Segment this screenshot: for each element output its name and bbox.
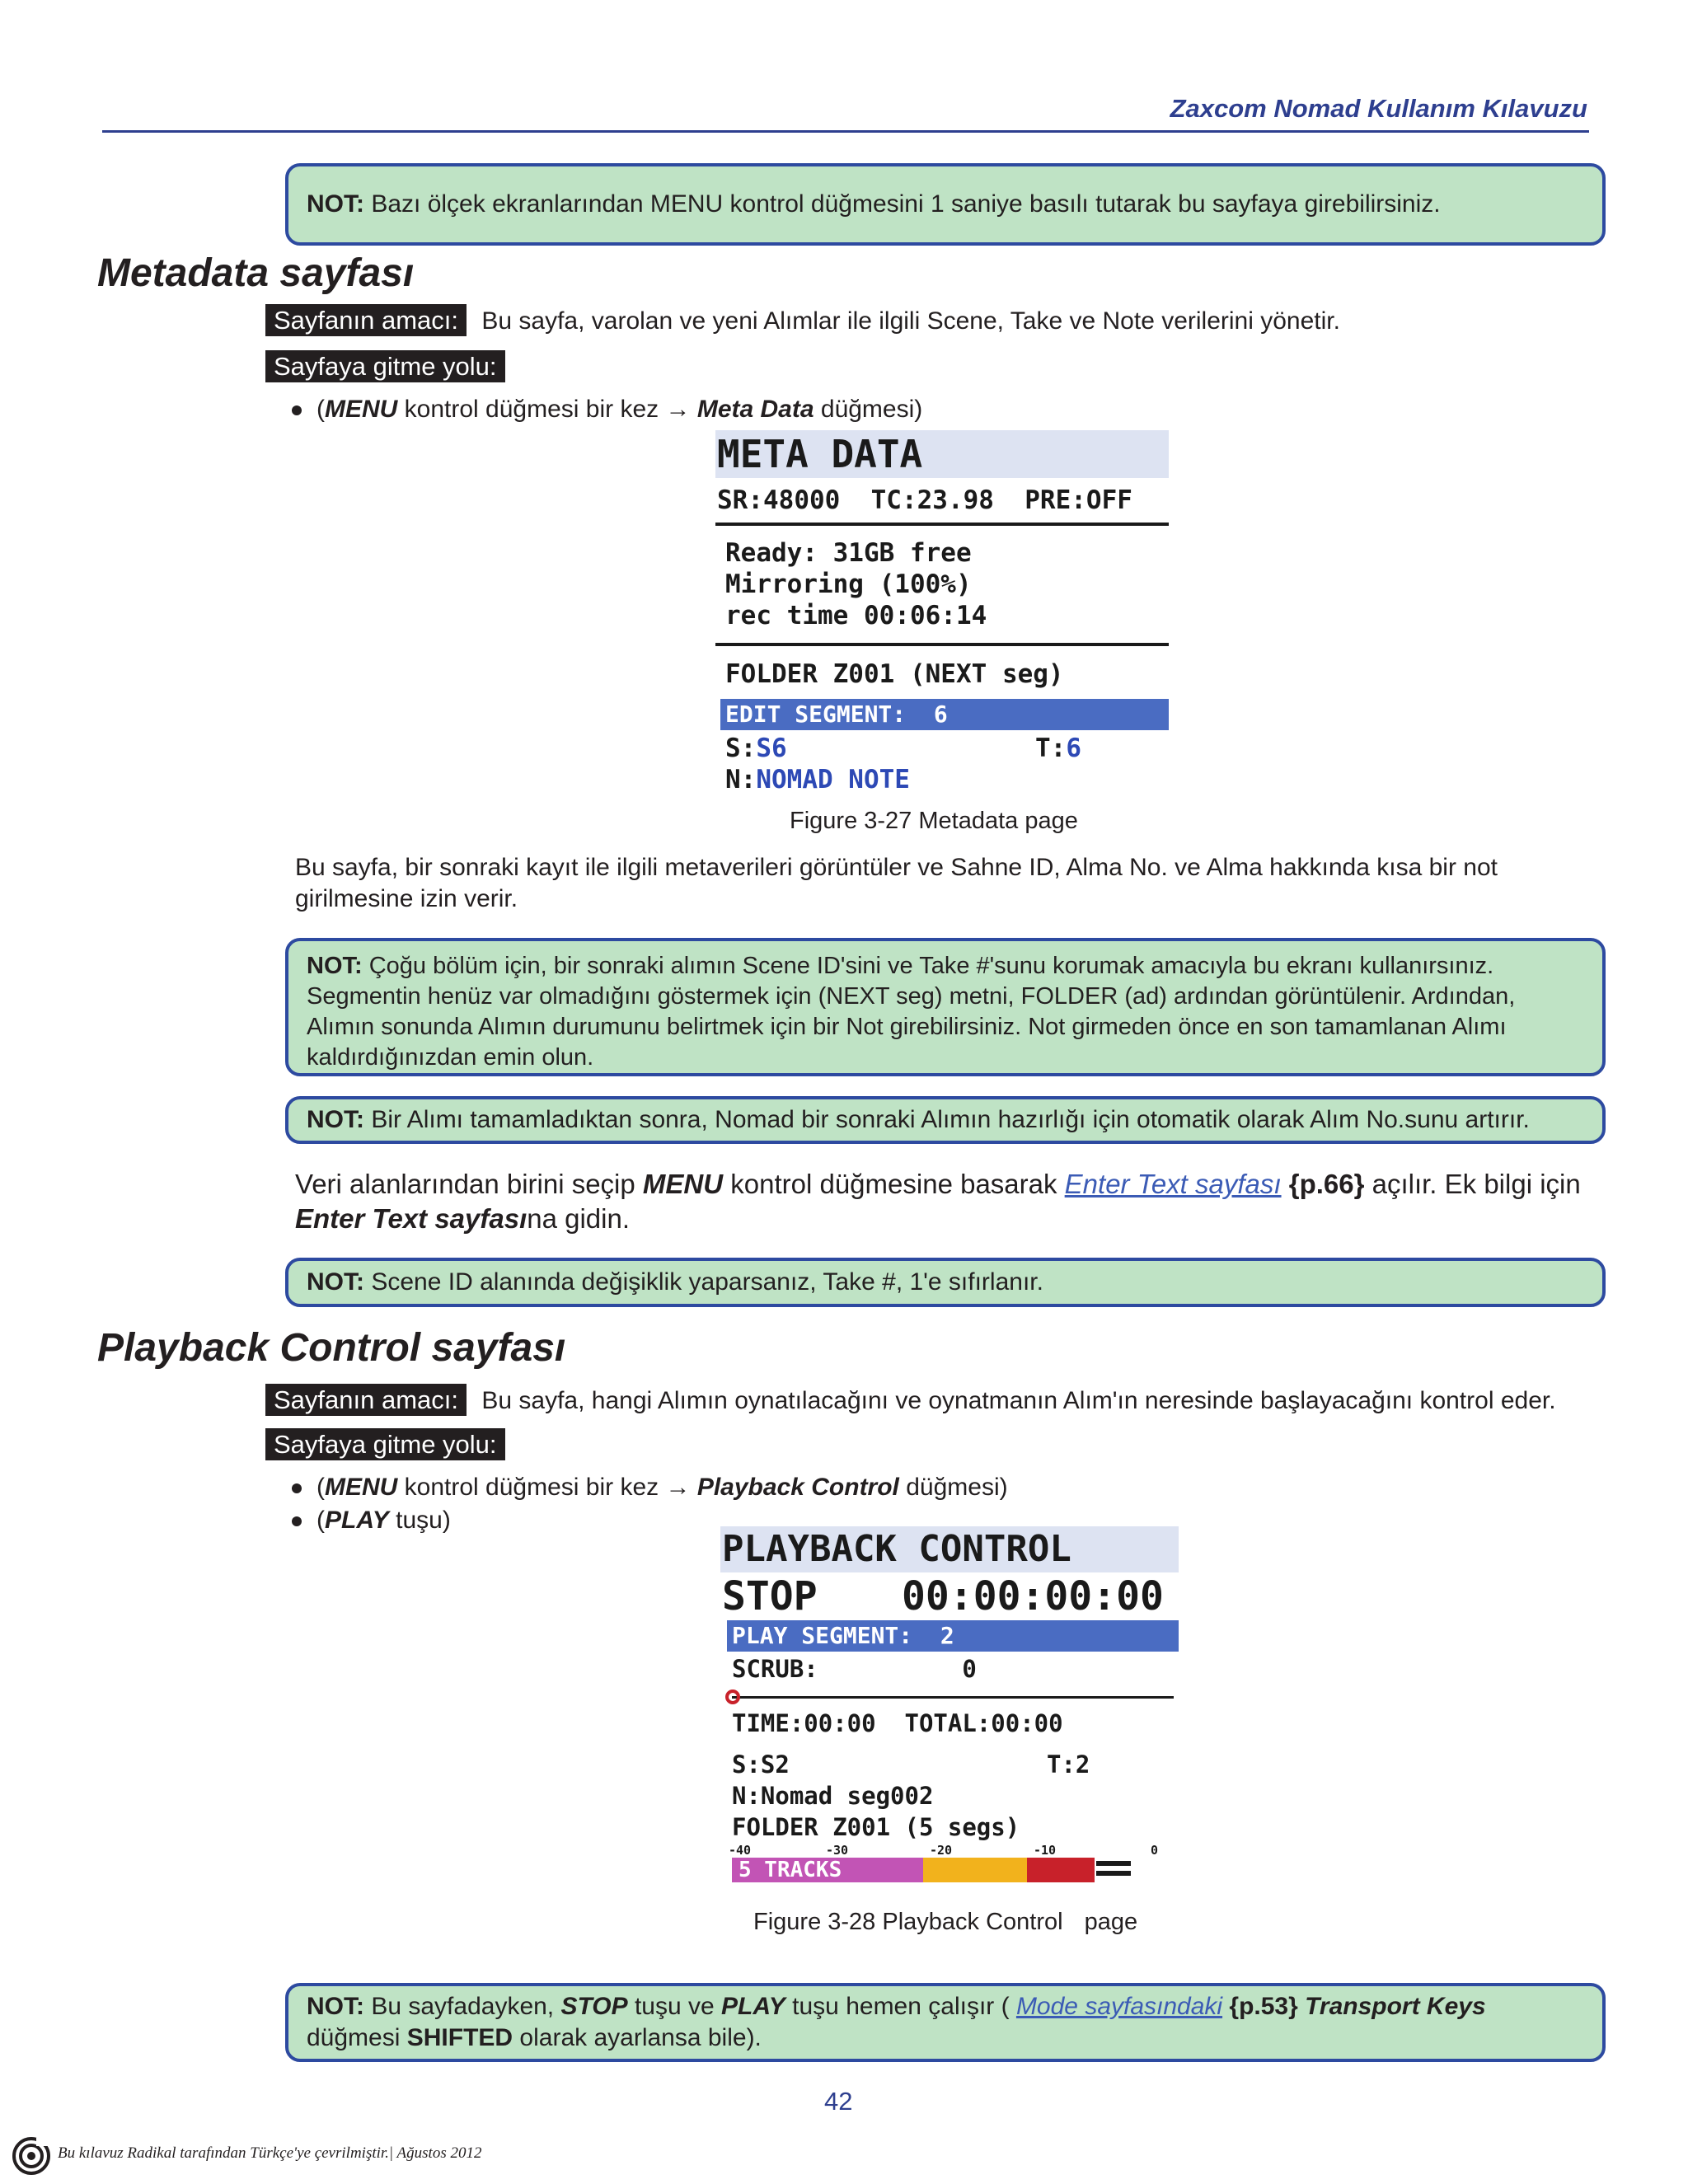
enter-text-link[interactable]: Enter Text sayfası [1064, 1169, 1282, 1199]
note-text: Bazı ölçek ekranlarından MENU kontrol düğmesini 1 saniye basılı tutarak bu sayfaya girebilirsiniz. [364, 190, 1441, 218]
page-number: 42 [824, 2087, 853, 2116]
meter-red-segment [1027, 1858, 1095, 1882]
note-box-4 [285, 1258, 1606, 1307]
purpose-tag: Sayfanın amacı: [265, 304, 467, 336]
screen-title: META DATA [715, 430, 1169, 478]
meter-peak-mark [1096, 1871, 1131, 1876]
note-box-1 [285, 163, 1606, 246]
meter-tick: -40 [729, 1843, 752, 1858]
section-title-playback: Playback Control sayfası [97, 1326, 566, 1370]
metadata-screen [715, 430, 1169, 798]
meter-tick: 0 [1151, 1843, 1159, 1858]
screen-sr-line: SR:48000 TC:23.98 PRE:OFF [717, 485, 1132, 515]
path-row [265, 351, 505, 383]
screen-divider [715, 643, 1169, 646]
screen-rectime-line: rec time 00:06:14 [725, 601, 987, 630]
path-bullet-2: (PLAY tuşu) [292, 1505, 451, 1536]
note-label: NOT: [307, 190, 364, 218]
meter-peak-mark [1096, 1861, 1131, 1866]
note-box-5: NOT: Bu sayfadayken, STOP tuşu ve PLAY tuşu hemen çalışır ( Mode sayfasındaki {p.53} Transport Keys düğmesi SHIFTED olarak ayarlansa bile). [285, 1983, 1606, 2062]
note-label: NOT: [307, 953, 363, 979]
screen-note-line: N:NOMAD NOTE [725, 765, 910, 794]
note-text: Scene ID alanında değişiklik yaparsanız, Take #, 1'e sıfırlanır. [364, 1268, 1043, 1296]
note-box-2 [285, 938, 1606, 1076]
screen-edit-segment: EDIT SEGMENT: 6 [720, 699, 1169, 730]
screen-scene-line: S:S6 [725, 733, 787, 763]
section-title-metadata: Metadata sayfası [97, 251, 415, 295]
screen-timecode: 00:00:00:00 [902, 1573, 1164, 1619]
note-label: NOT: [307, 1268, 364, 1296]
screen-stop: STOP [722, 1573, 818, 1619]
screen-divider [715, 523, 1169, 526]
screen-mirror-line: Mirroring (100%) [725, 569, 972, 599]
screen-take-line: T:6 [1035, 733, 1081, 763]
purpose-row [265, 305, 1340, 337]
figure-caption-3-27: Figure 3-27 Metadata page [790, 808, 1078, 834]
note-label: NOT: [307, 1106, 364, 1133]
screen-folder-line: FOLDER Z001 (NEXT seg) [725, 659, 1064, 689]
metadata-description: Bu sayfa, bir sonraki kayıt ile ilgili metaverileri görüntüler ve Sahne ID, Alma No. ve Alma hakkında kısa bir not girilmesine izin verir. [295, 854, 1498, 912]
note-text: Çoğu bölüm için, bir sonraki alımın Scene ID'sini ve Take #'sunu korumak amacıyla bu ekranı kullanırsınız. Segmentin henüz var olmadığını göstermek için (NEXT seg) metni, FOLDER (ad) ardından görüntülenir. Ardından, Alımın sonunda Alımın durumunu belirtmek için bir Not girebilirsiniz. Not girmeden önce en son tamamlanan Alımı kaldırdığınızdan emin olun. [307, 953, 1516, 1071]
screen-time-total: TIME:00:00 TOTAL:00:00 [732, 1709, 1063, 1737]
radikal-logo-icon [12, 2136, 51, 2176]
purpose-tag: Sayfanın amacı: [265, 1384, 467, 1416]
purpose-text: Bu sayfa, hangi Alımın oynatılacağını ve oynatmanın Alım'ın neresinde başlayacağını kontrol eder. [481, 1387, 1556, 1414]
screen-note-line: N:Nomad seg002 [732, 1782, 934, 1810]
purpose-row [265, 1385, 1556, 1417]
screen-scrub: SCRUB: 0 [732, 1655, 977, 1683]
mode-page-link[interactable]: Mode sayfasındaki [1015, 1993, 1223, 2020]
enter-text-paragraph: Veri alanlarından birini seçip MENU kontrol düğmesine basarak Enter Text sayfası {p.66} açılır. Ek bilgi için Enter Text sayfasına gidin. [295, 1169, 1581, 1234]
footer-text: Bu kılavuz Radikal tarafından Türkçe'ye çevrilmiştir.| Ağustos 2012 [58, 2144, 482, 2162]
playback-screen [720, 1526, 1179, 1892]
meter-tracks-label: 5 TRACKS [738, 1858, 842, 1882]
screen-play-segment: PLAY SEGMENT: 2 [727, 1620, 1179, 1652]
scrub-track [732, 1696, 1174, 1699]
bullet-icon [292, 1483, 302, 1493]
screen-take-line: T:2 [1047, 1750, 1090, 1779]
running-header: Zaxcom Nomad Kullanım Kılavuzu [1170, 94, 1587, 123]
header-rule [102, 130, 1589, 133]
meter-tick: -30 [826, 1843, 849, 1858]
path-bullet-1: (MENU kontrol düğmesi bir kez → Meta Data düğmesi) [292, 394, 922, 425]
meter-yellow-segment [923, 1858, 1027, 1882]
meter-tick: -20 [930, 1843, 953, 1858]
bullet-icon [292, 1516, 302, 1526]
note-label: NOT: [307, 1993, 364, 2020]
path-tag: Sayfaya gitme yolu: [265, 1428, 505, 1460]
screen-ready-line: Ready: 31GB free [725, 538, 972, 568]
path-bullet-1: (MENU kontrol düğmesi bir kez → Playback Control düğmesi) [292, 1472, 1008, 1503]
note-text: Bir Alımı tamamladıktan sonra, Nomad bir sonraki Alımın hazırlığı için otomatik olarak Alım No.sunu artırır. [364, 1106, 1530, 1133]
path-row [265, 1429, 505, 1461]
bullet-icon [292, 405, 302, 415]
purpose-text: Bu sayfa, varolan ve yeni Alımlar ile ilgili Scene, Take ve Note verilerini yönetir. [481, 307, 1340, 335]
figure-caption-3-28: Figure 3-28 Playback Control page [753, 1909, 1138, 1935]
note-box-3 [285, 1096, 1606, 1144]
screen-title: PLAYBACK CONTROL [720, 1526, 1179, 1572]
screen-folder-line: FOLDER Z001 (5 segs) [732, 1813, 1020, 1841]
screen-scene-line: S:S2 [732, 1750, 790, 1779]
path-tag: Sayfaya gitme yolu: [265, 350, 505, 382]
scrub-position-icon [725, 1690, 740, 1704]
meter-tick: -10 [1034, 1843, 1057, 1858]
